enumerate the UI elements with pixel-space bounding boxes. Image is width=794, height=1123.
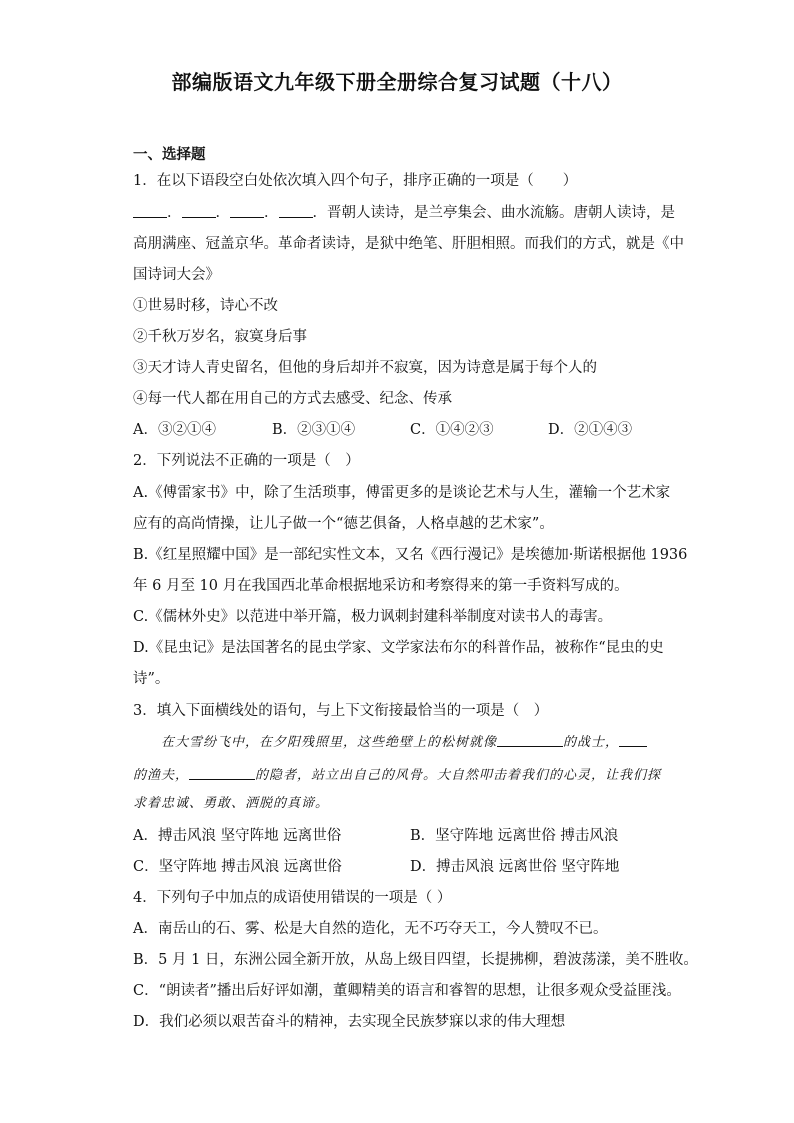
q3-passage-line2 — [133, 765, 661, 786]
q3-option-b[interactable]: B．坚守阵地 远离世俗 搏击风浪 — [410, 828, 619, 844]
q4-option-a[interactable]: A．南岳山的石、雾、松是大自然的造化，无不巧夺天工，今人赞叹不已。 — [133, 921, 608, 937]
q1-sep: ． — [167, 205, 182, 221]
q3-passage-line3: 求着忠诚、勇敢、洒脱的真谛。 — [133, 796, 330, 811]
q1-option-a[interactable]: A．③②①④ — [133, 422, 216, 438]
q2-option-a-line1[interactable]: A.《傅雷家书》中，除了生活琐事，傅雷更多的是谈论艺术与人生，灌输一个艺术家 — [133, 485, 671, 501]
q1-option-c[interactable]: C．①④②③ — [410, 422, 494, 438]
q3-passage-text: 的战士， — [563, 735, 620, 750]
q2-option-d-line2: 诗”。 — [133, 671, 170, 687]
q1-blank-3[interactable] — [230, 203, 264, 218]
page-title: 部编版语文九年级下册全册综合复习试题（十八） — [171, 70, 623, 94]
q1-blank-2[interactable] — [182, 203, 216, 218]
q2-option-d-line1[interactable]: D.《昆虫记》是法国著名的昆虫学家、文学家法布尔的科普作品，被称作“昆虫的史 — [133, 640, 664, 656]
q1-line3: 国诗词大会》 — [133, 267, 220, 283]
q1-line1 — [133, 203, 675, 223]
q1-sep: ． — [215, 205, 230, 221]
q3-option-a[interactable]: A．搏击风浪 坚守阵地 远离世俗 — [133, 828, 342, 844]
q1-stem: 1．在以下语段空白处依次填入四个句子，排序正确的一项是（ ） — [133, 173, 578, 189]
q4-stem: 4．下列句子中加点的成语使用错误的一项是（ ） — [133, 890, 452, 906]
q3-passage-line1 — [161, 732, 647, 753]
q1-line2: 高朋满座、冠盖京华。革命者读诗，是狱中绝笔、肝胆相照。而我们的方式，就是《中 — [133, 236, 684, 252]
q1-option-b[interactable]: B．②③①④ — [272, 422, 356, 438]
q1-sentence-2: ②千秋万岁名，寂寞身后事 — [133, 329, 307, 345]
q3-stem: 3．填入下面横线处的语句，与上下文衔接最恰当的一项是（ ） — [133, 703, 549, 719]
q3-passage-text: 的渔夫， — [133, 768, 190, 783]
q3-blank-2[interactable] — [619, 732, 647, 747]
q3-blank-1[interactable] — [497, 732, 563, 747]
q1-sentence-4: ④每一代人都在用自己的方式去感受、纪念、传承 — [133, 391, 452, 407]
q4-option-d[interactable]: D．我们必须以艰苦奋斗的精神，去实现全民族梦寐以求的伟大理想 — [133, 1014, 566, 1030]
q1-blank-1[interactable] — [133, 203, 167, 218]
q1-option-d[interactable]: D．②①④③ — [548, 422, 633, 438]
q3-passage-text: 在大雪纷飞中，在夕阳残照里，这些绝壁上的松树就像 — [161, 735, 498, 750]
q4-option-b[interactable]: B．5 月 1 日，东洲公园全新开放，从岛上级目四望，长提拂柳，碧波荡漾，美不胜收。 — [133, 952, 698, 968]
q3-option-c[interactable]: C．坚守阵地 搏击风浪 远离世俗 — [133, 859, 342, 875]
q4-option-c[interactable]: C．“朗读者”播出后好评如潮，董卿精美的语言和睿智的思想，让很多观众受益匪浅。 — [133, 983, 681, 999]
q2-option-c[interactable]: C.《儒林外史》以范进中举开篇，极力讽刺封建科举制度对读书人的毒害。 — [133, 609, 613, 625]
q1-blank-4[interactable] — [279, 203, 313, 218]
q1-sentence-3: ③天才诗人青史留名，但他的身后却并不寂寞，因为诗意是属于每个人的 — [133, 360, 597, 376]
q3-blank-3[interactable] — [189, 765, 255, 780]
q2-option-b-line1[interactable]: B.《红星照耀中国》是一部纪实性文本，又名《西行漫记》是埃德加·斯诺根据他 1936 — [133, 547, 688, 563]
section-heading-choice: 一、选择题 — [133, 147, 206, 163]
q2-option-b-line2: 年 6 月至 10 月在我国西北革命根据地采访和考察得来的第一手资料写成的。 — [133, 578, 629, 594]
q3-option-d[interactable]: D．搏击风浪 远离世俗 坚守阵地 — [410, 859, 620, 875]
q1-sentence-1: ①世易时移，诗心不改 — [133, 298, 278, 314]
q1-line1-text: ．晋朝人读诗，是兰亭集会、曲水流觞。唐朝人读诗，是 — [312, 205, 675, 221]
q3-passage-text: 的隐者，站立出自己的风骨。大自然叩击着我们的心灵，让我们探 — [255, 768, 662, 783]
q1-sep: ． — [264, 205, 279, 221]
q2-stem: 2．下列说法不正确的一项是（ ） — [133, 453, 360, 469]
q2-option-a-line2: 应有的高尚情操，让儿子做一个“德艺俱备，人格卓越的艺术家”。 — [133, 516, 554, 532]
